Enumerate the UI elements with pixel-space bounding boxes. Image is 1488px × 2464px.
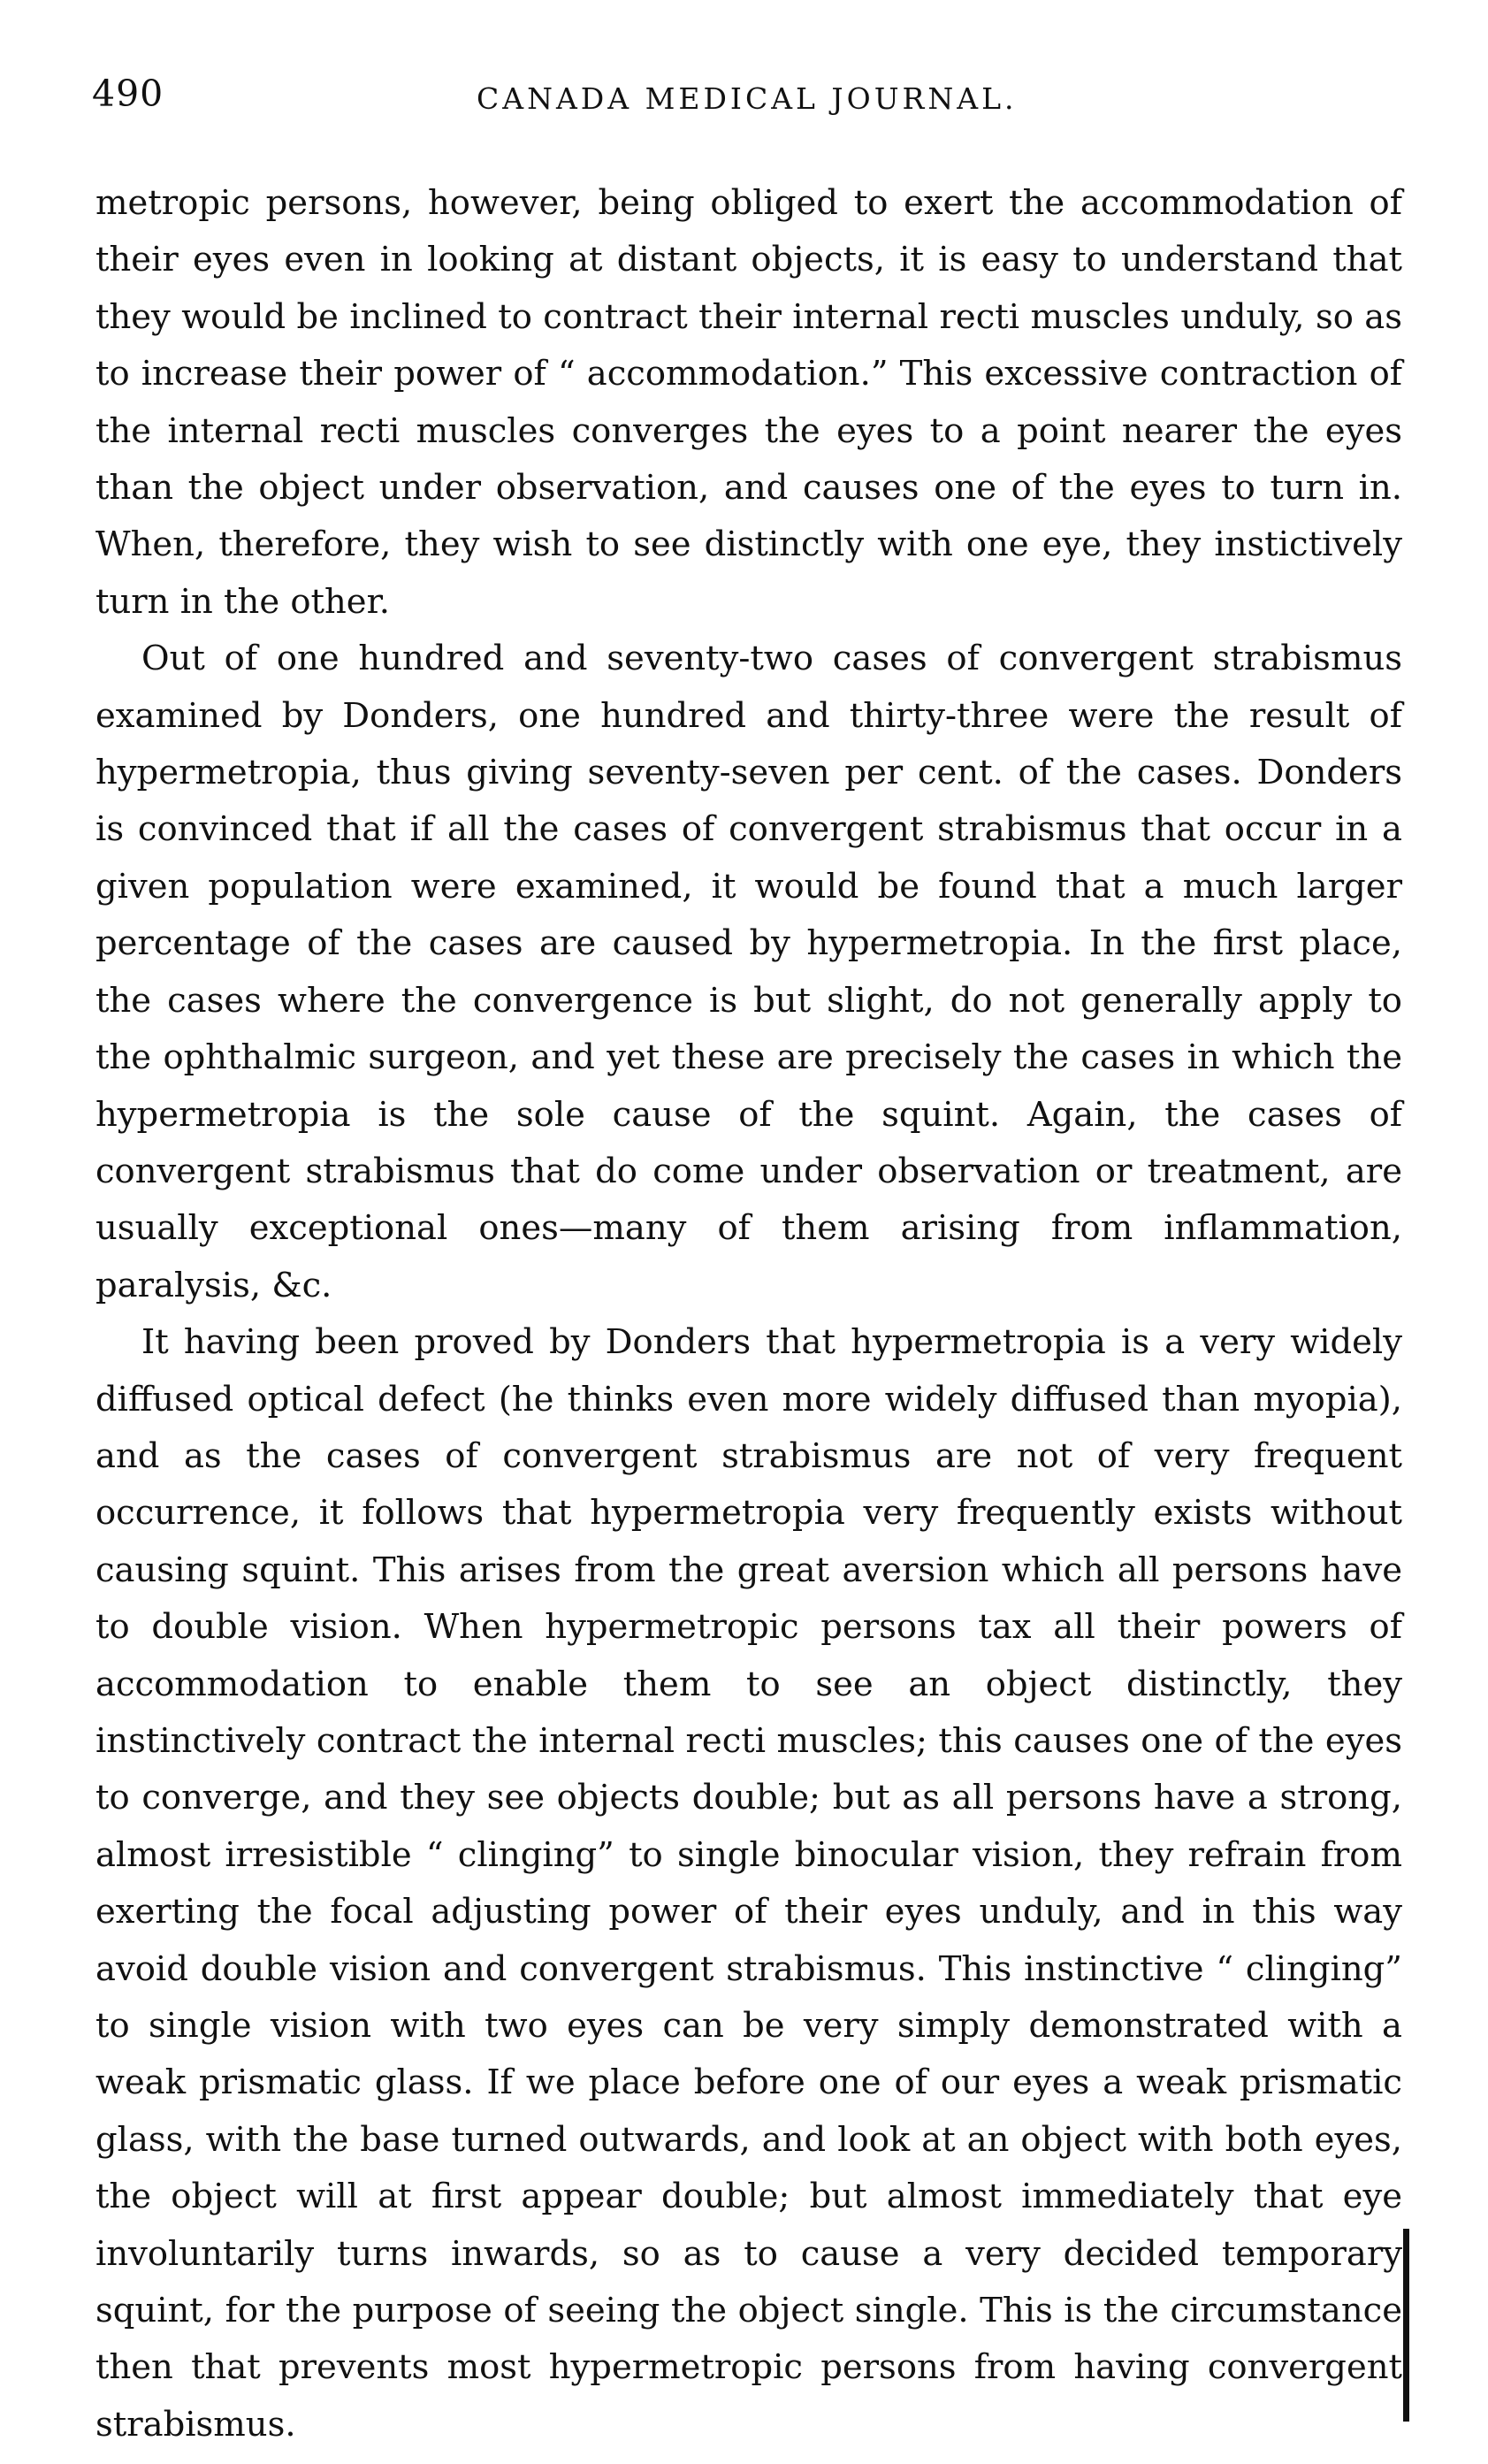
- page-number: 490: [92, 73, 164, 115]
- paragraph-continuation: metropic persons, however, being obliged to exert the accommodation of their eyes even in looking at distant objects, it is easy to understand that they would be inclined to contract their internal recti muscles unduly, so as to increase their power of “ accommodation.” This excessive contraction of the internal recti muscles converges the eyes to a point nearer the eyes than the object under observation, and causes one of the eyes to turn in. When, therefore, they wish to see distinctly with one eye, they instictively turn in the other.: [95, 183, 1402, 622]
- article-body: [95, 175, 1402, 2453]
- running-head: CANADA MEDICAL JOURNAL.: [477, 81, 1018, 116]
- margin-rule: [1403, 2229, 1409, 2422]
- page-header: [92, 73, 1418, 134]
- paragraph-donders-cases: Out of one hundred and seventy-two cases of convergent strabismus examined by Donders, one hundred and thirty-three were the result of hypermetropia, thus giving seventy-seven per cent. of the cases. Donders is convinced that if all the cases of convergent strabismus that occur in a given population were examined, it would be found that a much larger percentage of the cases are caused by hypermetropia. In the first place, the cases where the convergence is but slight, do not generally apply to the ophthalmic surgeon, and yet these are precisely the cases in which the hypermetropia is the sole cause of the squint. Again, the cases of convergent strabismus that do come under observation or treatment, are usually exceptional ones—many of them arising from inflammation, paralysis, &c.: [95, 639, 1402, 1305]
- paragraph-double-vision: It having been proved by Donders that hypermetropia is a very widely diffused optical defect (he thinks even more widely diffused than myopia), and as the cases of convergent strabismus are not of very frequent occurrence, it follows that hypermetropia very frequently exists without causing squint. This arises from the great aversion which all persons have to double vision. When hypermetropic persons tax all their powers of accommodation to enable them to see an object distinctly, they instinctively contract the internal recti muscles; this causes one of the eyes to converge, and they see objects double; but as all persons have a strong, almost irresistible “ clinging” to single binocular vision, they refrain from exerting the focal adjusting power of their eyes unduly, and in this way avoid double vision and convergent strabismus. This instinctive “ clinging” to single vision with two eyes can be very simply demonstrated with a weak prismatic glass. If we place before one of our eyes a weak prismatic glass, with the base turned outwards, and look at an object with both eyes, the object will at first appear double; but almost immediately that eye involuntarily turns inwards, so as to cause a very decided temporary squint, for the purpose of seeing the object single. This is the circumstance then that prevents most hypermetropic persons from having convergent strabismus.: [95, 1322, 1402, 2445]
